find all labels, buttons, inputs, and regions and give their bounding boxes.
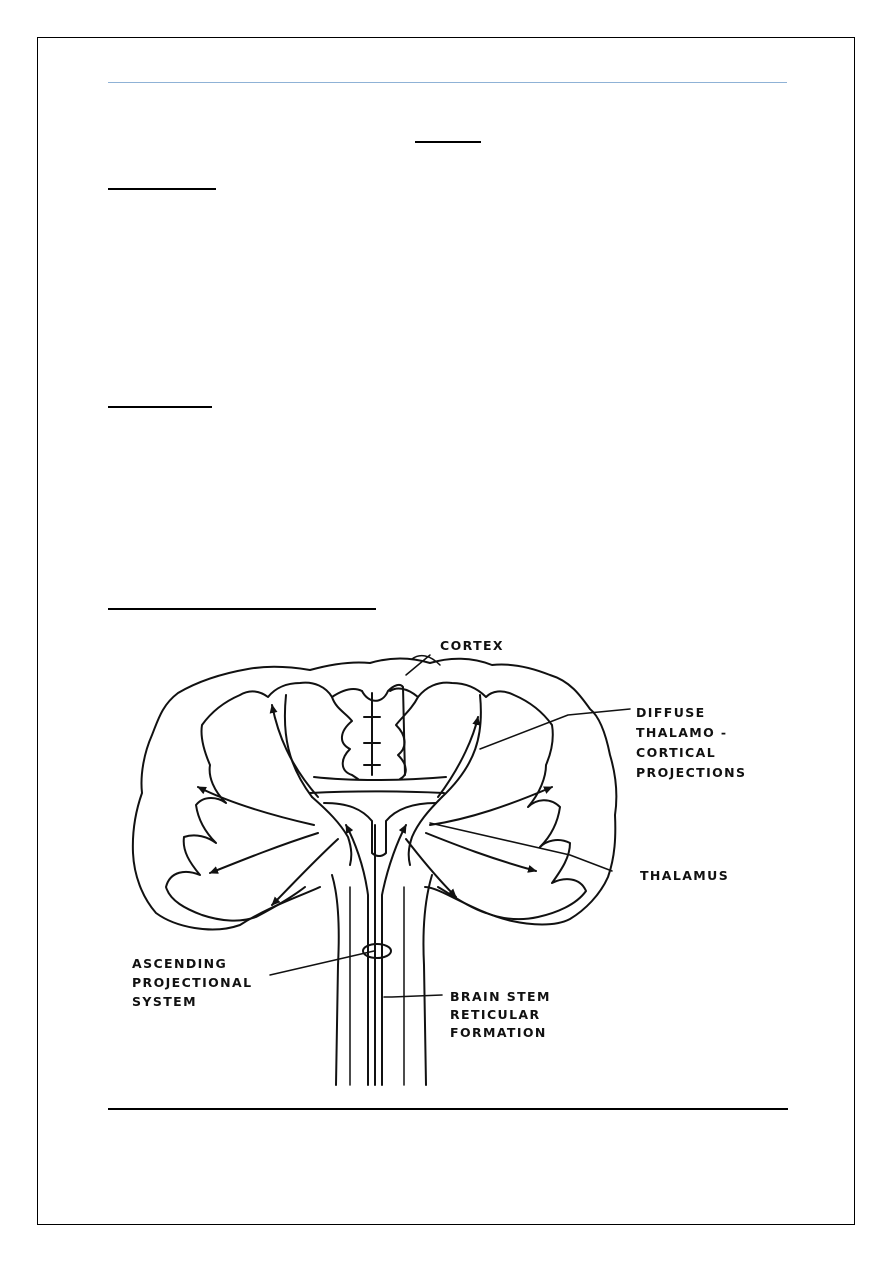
label-diffuse-3: CORTICAL [636, 745, 717, 760]
title-underline [415, 141, 481, 143]
label-ascending-1: ASCENDING [132, 956, 228, 971]
label-ascending-2: PROJECTIONAL [132, 975, 253, 990]
cortex-inner-border-right [390, 683, 586, 919]
section-3-heading-underline [108, 608, 376, 610]
label-diffuse-1: DIFFUSE [636, 705, 706, 720]
label-brainstem-1: BRAIN STEM [450, 989, 551, 1004]
label-diffuse-2: THALAMO - [636, 725, 728, 740]
header-rule [108, 82, 787, 83]
reticular-activating-system-diagram [100, 625, 800, 1100]
midline-fissure [362, 685, 405, 775]
corpus-callosum [314, 777, 446, 780]
section-2-heading-underline [108, 406, 212, 408]
label-thalamus: THALAMUS [640, 868, 730, 883]
label-cortex: CORTEX [440, 638, 504, 653]
label-brainstem-3: FORMATION [450, 1025, 547, 1040]
label-ascending-3: SYSTEM [132, 994, 197, 1009]
label-diffuse-4: PROJECTIONS [636, 765, 747, 780]
footer-rule [108, 1108, 788, 1110]
label-brainstem-2: RETICULAR [450, 1007, 541, 1022]
section-1-heading-underline [108, 188, 216, 190]
cortex-inner-border [166, 683, 362, 921]
